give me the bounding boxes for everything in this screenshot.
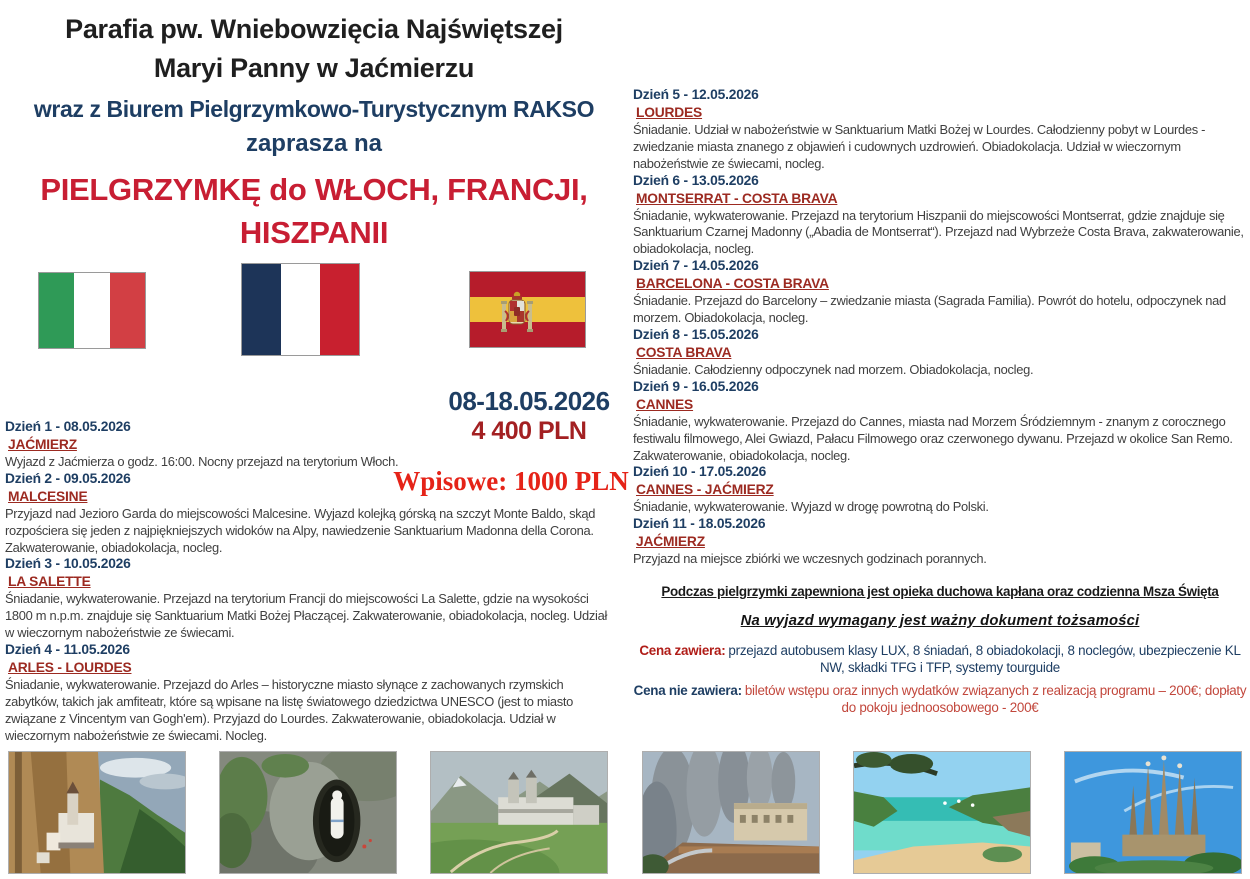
day-description: Śniadanie, wykwaterowanie. Wyjazd w drogę powrotną do Polski. xyxy=(633,499,989,515)
photo-sagrada-familia xyxy=(1064,751,1242,874)
day-place-heading: ARLES - LOURDES xyxy=(8,659,132,675)
day-place-heading: CANNES xyxy=(636,396,694,412)
price-includes-note xyxy=(633,642,1247,676)
day-description: Śniadanie. Udział w nabożeństwie w Sanktuarium Matki Bożej w Lourdes. Całodzienny pobyt w Lourdes - zwiedzanie miasta znanego z objawień i cudownych uzdrowień. Obiadokolacja. Udział w wieczornym nabożeństwie ze świecami, nocleg. xyxy=(633,121,1206,171)
day-description: Przyjazd nad Jezioro Garda do miejscowości Malcesine. Wyjazd kolejką górską na szczyt Monte Baldo, skąd rozpościera się jeden z najpiękniejszych widoków na Alpy, nawiedzenie Sanktuarium Madonna della Corona. Zakwaterowanie, obiadokolacja, nocleg. xyxy=(5,505,596,555)
agency-line: wraz z Biurem Pielgrzymkowo-Turystycznym RAKSO xyxy=(33,96,595,122)
day-place-heading: CANNES - JAĆMIERZ xyxy=(636,482,774,498)
trip-price: 4 400 PLN xyxy=(471,417,587,445)
flyer-notes xyxy=(633,584,1247,716)
price-excludes-label: Cena nie zawiera: xyxy=(633,683,742,699)
itinerary-day-2 xyxy=(5,471,618,557)
day-date-heading: Dzień 10 - 17.05.2026 xyxy=(633,464,767,480)
price-excludes-note xyxy=(633,682,1247,716)
day-place-heading: MONTSERRAT - COSTA BRAVA xyxy=(636,190,838,206)
itinerary-day-10 xyxy=(633,464,1247,516)
day-date-heading: Dzień 2 - 09.05.2026 xyxy=(5,470,131,486)
price-excludes-text: biletów wstępu oraz innych wydatków związanych z realizacją programu – 200€; dopłaty do pokoju jednoosobowego - 200€ xyxy=(744,683,1247,716)
trip-title-line1: PIELGRZYMKĘ do WŁOCH, FRANCJI, xyxy=(40,172,588,207)
italy-flag-red-stripe xyxy=(110,273,145,348)
day-place-heading: LOURDES xyxy=(636,104,703,120)
itinerary-column-left xyxy=(5,419,618,745)
day-description: Śniadanie, wykwaterowanie. Przejazd do Cannes, miasta nad Morzem Śródziemnym - znanym z corocznego festiwalu filmowego, Alei Gwiazd, Pałacu Filmowego oraz czerwonego dywanu. Przejazd w okolice San Remo. Zakwaterowanie, obiadokolacja, nocleg. xyxy=(633,413,1233,463)
flyer-header xyxy=(10,10,618,254)
day-description: Śniadanie, wykwaterowanie. Przejazd do Arles – historyczne miasto słynące z zachowanych rzymskich zabytków, takich jak amfiteatr, które są wpisane na listę światowego dziedzictwa UNESCO (jest to miasto związane z Vincentym van Gogh'em). Przyjazd do Lourdes. Zakwaterowanie, obiadokolacja. Udział w wieczornym nabożeństwie ze świecami. Nocleg. xyxy=(5,676,574,743)
day-place-heading: COSTA BRAVA xyxy=(636,344,732,360)
id-required-note: Na wyjazd wymagany jest ważny dokument tożsamości xyxy=(740,613,1140,630)
trip-dates: 08-18.05.2026 xyxy=(448,386,610,416)
italy-flag xyxy=(38,272,146,349)
spiritual-care-note: Podczas pielgrzymki zapewniona jest opieka duchowa kapłana oraz codzienna Msza Święta xyxy=(661,584,1219,600)
day-date-heading: Dzień 6 - 13.05.2026 xyxy=(633,172,759,188)
itinerary-day-6 xyxy=(633,173,1247,259)
trip-title-line2: HISZPANII xyxy=(239,215,389,250)
day-place-heading: JAĆMIERZ xyxy=(8,436,77,452)
itinerary-day-4 xyxy=(5,642,618,745)
itinerary-day-8 xyxy=(633,327,1247,379)
itinerary-day-11 xyxy=(633,516,1247,568)
price-includes-label: Cena zawiera: xyxy=(639,643,726,659)
spain-flag xyxy=(469,271,586,348)
day-description: Śniadanie. Całodzienny odpoczynek nad morzem. Obiadokolacja, nocleg. xyxy=(633,361,1034,377)
spain-coat-of-arms xyxy=(500,289,534,341)
france-flag-blue-stripe xyxy=(242,264,281,355)
invite-line: zaprasza na xyxy=(245,130,383,157)
itinerary-day-7 xyxy=(633,258,1247,327)
day-date-heading: Dzień 7 - 14.05.2026 xyxy=(633,258,759,274)
itinerary-day-1 xyxy=(5,419,618,471)
photo-costa-brava xyxy=(853,751,1031,874)
france-flag-red-stripe xyxy=(320,264,359,355)
trip-deposit: Wpisowe: 1000 PLN xyxy=(393,466,629,496)
photo-la-salette xyxy=(430,751,608,874)
day-description: Śniadanie, wykwaterowanie. Przejazd na terytorium Francji do miejscowości La Salette, gdzie na wysokości 1800 m n.p.m. znajduje się Sanktuarium Matki Bożej Płaczącej. Zakwaterowanie, obiadokolacja, nocleg. Udział w wieczornym nabożeństwie ze świecami. xyxy=(5,591,608,641)
itinerary-day-3 xyxy=(5,556,618,642)
day-date-heading: Dzień 11 - 18.05.2026 xyxy=(633,516,766,532)
day-place-heading: JAĆMIERZ xyxy=(636,534,705,550)
day-description: Przyjazd na miejsce zbiórki we wczesnych godzinach porannych. xyxy=(633,551,987,567)
photo-montserrat xyxy=(642,751,820,874)
day-date-heading: Dzień 3 - 10.05.2026 xyxy=(5,556,131,572)
day-place-heading: MALCESINE xyxy=(8,488,88,504)
itinerary-column-right xyxy=(633,87,1247,716)
italy-flag-white-stripe xyxy=(74,273,109,348)
photo-madonna-della-corona xyxy=(8,751,186,874)
day-description: Śniadanie, wykwaterowanie. Przejazd na terytorium Hiszpanii do miejscowości Montserrat, gdzie znajduje się Sanktuarium Czarnej Madonny („Abadia de Montserrat“). Przejazd nad Wybrzeże Costa Brava, zakwaterowanie, obiadokolacja, nocleg. xyxy=(633,207,1244,257)
photo-lourdes-grotto xyxy=(219,751,397,874)
destination-photos-row xyxy=(8,751,1242,874)
price-includes-text: przejazd autobusem klasy LUX, 8 śniadań, 8 obiadokolacji, 8 noclegów, ubezpieczenie KL NW, składki TFG i TFP, systemy tourguide xyxy=(728,643,1241,676)
france-flag xyxy=(241,263,360,356)
parish-name-line2: Maryi Panny w Jaćmierzu xyxy=(153,53,475,83)
day-place-heading: BARCELONA - COSTA BRAVA xyxy=(636,276,829,292)
day-date-heading: Dzień 5 - 12.05.2026 xyxy=(633,87,759,102)
italy-flag-green-stripe xyxy=(39,273,74,348)
day-date-heading: Dzień 1 - 08.05.2026 xyxy=(5,419,131,434)
day-description: Wyjazd z Jaćmierza o godz. 16:00. Nocny przejazd na terytorium Włoch. xyxy=(5,453,399,469)
itinerary-day-5 xyxy=(633,87,1247,173)
day-date-heading: Dzień 9 - 16.05.2026 xyxy=(633,378,759,394)
parish-name-line1: Parafia pw. Wniebowzięcia Najświętszej xyxy=(65,14,563,44)
itinerary-day-9 xyxy=(633,379,1247,465)
france-flag-white-stripe xyxy=(281,264,320,355)
spain-flag-yellow-band xyxy=(470,297,585,322)
day-place-heading: LA SALETTE xyxy=(8,574,91,590)
day-date-heading: Dzień 8 - 15.05.2026 xyxy=(633,326,759,342)
day-date-heading: Dzień 4 - 11.05.2026 xyxy=(5,642,130,658)
day-description: Śniadanie. Przejazd do Barcelony – zwiedzanie miasta (Sagrada Familia). Powrót do hotelu, odpoczynek nad morzem. Obiadokolacja, nocleg. xyxy=(633,293,1226,326)
